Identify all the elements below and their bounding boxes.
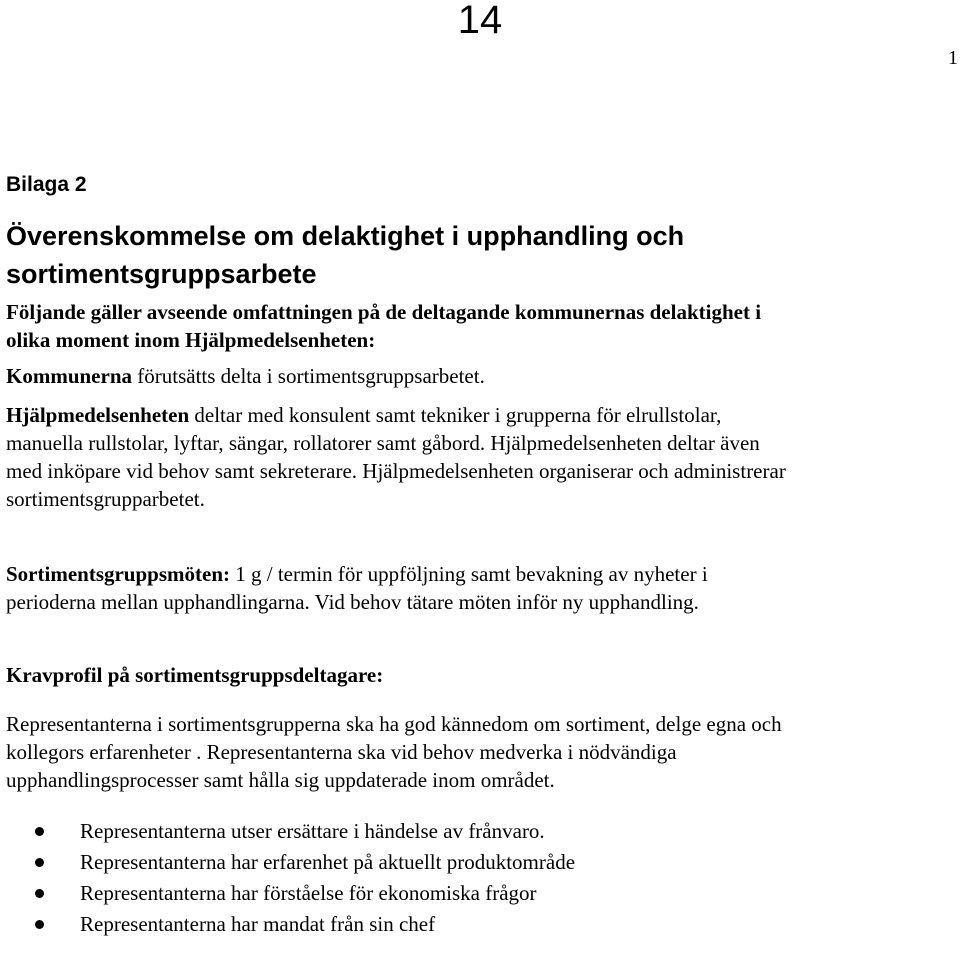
hjalp-bold-term: Hjälpmedelsenheten xyxy=(6,403,190,427)
rep-line-1: Representanterna i sortimentsgrupperna ska ha god kännedom om sortiment, delge egna och xyxy=(6,712,782,736)
moten-paragraph xyxy=(6,560,954,616)
list-item-text: Representanterna har erfarenhet på aktuellt produktområde xyxy=(80,850,576,874)
document-title xyxy=(6,217,954,293)
moten-line-2: perioderna mellan upphandlingarna. Vid behov tätare möten inför ny upphandling. xyxy=(6,590,699,614)
intro-paragraph xyxy=(6,298,954,354)
kommun-paragraph xyxy=(6,362,954,390)
hjalp-line-4: sortimentsgrupparbetet. xyxy=(6,487,205,511)
title-line-2: sortimentsgruppsarbete xyxy=(6,259,317,289)
kommun-text: förutsätts delta i sortimentsgruppsarbetet. xyxy=(132,364,485,388)
list-item xyxy=(6,878,954,909)
moten-bold-term: Sortimentsgruppsmöten: xyxy=(6,562,230,586)
kommun-bold-term: Kommunerna xyxy=(6,364,132,388)
list-item xyxy=(6,816,954,847)
moten-line-1: 1 g / termin för uppföljning samt bevakning av nyheter i xyxy=(230,562,708,586)
bullet-icon xyxy=(35,827,44,836)
document-body xyxy=(6,172,954,940)
appendix-label: Bilaga 2 xyxy=(6,173,87,196)
hjalp-line-3: med inköpare vid behov samt sekreterare. Hjälpmedelsenheten organiserar och administrerar xyxy=(6,459,786,483)
bullet-icon xyxy=(35,889,44,898)
page-number: 1 xyxy=(948,47,958,69)
list-item-text: Representanterna har mandat från sin chef xyxy=(80,912,436,936)
title-line-1: Överenskommelse om delaktighet i upphandling och xyxy=(6,221,685,251)
list-item-text: Representanterna har förståelse för ekonomiska frågor xyxy=(80,881,537,905)
bullet-icon xyxy=(35,920,44,929)
kravprofil-heading: Kravprofil på sortimentsgruppsdeltagare: xyxy=(6,663,384,687)
list-item-text: Representanterna utser ersättare i händelse av frånvaro. xyxy=(80,819,545,843)
rep-line-3: upphandlingsprocesser samt hålla sig uppdaterade inom området. xyxy=(6,768,555,792)
list-item xyxy=(6,909,954,940)
intro-line-2: olika moment inom Hjälpmedelsenheten: xyxy=(6,328,376,352)
requirements-list xyxy=(6,816,954,940)
list-item xyxy=(6,847,954,878)
hjalp-paragraph xyxy=(6,401,954,513)
rep-line-2: kollegors erfarenheter . Representanterna ska vid behov medverka i nödvändiga xyxy=(6,740,677,764)
header-page-number: 14 xyxy=(457,0,503,42)
bullet-icon xyxy=(35,858,44,867)
representanter-paragraph xyxy=(6,710,954,794)
hjalp-line-2: manuella rullstolar, lyftar, sängar, rollatorer samt gåbord. Hjälpmedelsenheten deltar även xyxy=(6,431,760,455)
hjalp-line-1: deltar med konsulent samt tekniker i grupperna för elrullstolar, xyxy=(189,403,722,427)
intro-line-1: Följande gäller avseende omfattningen på de deltagande kommunernas delaktighet i xyxy=(6,300,762,324)
